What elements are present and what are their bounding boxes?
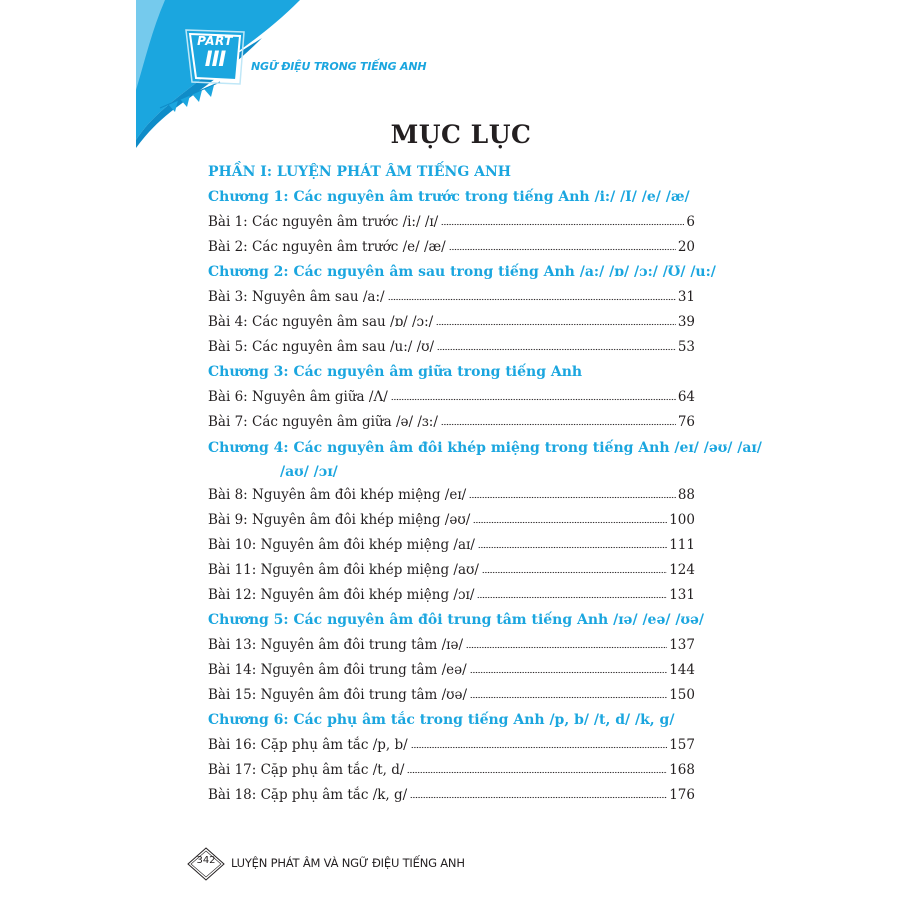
page-number: 176 xyxy=(669,787,695,803)
page-number: 150 xyxy=(669,687,695,703)
chapter-label: Chương 3: Các nguyên âm giữa trong tiếng Anh xyxy=(208,364,583,380)
chapter-6-heading[interactable] xyxy=(208,708,712,732)
lesson-title: Bài 9: Nguyên âm đôi khép miệng /əʊ/ xyxy=(208,512,471,528)
page-number: 137 xyxy=(669,637,695,653)
page-number: 111 xyxy=(669,537,695,553)
dot-leader xyxy=(436,316,676,326)
toc-entry[interactable] xyxy=(208,683,695,707)
toc-entry[interactable] xyxy=(208,558,695,582)
page-number: 39 xyxy=(677,314,695,330)
page-number: 20 xyxy=(677,239,695,255)
footer-page-number: 342 xyxy=(196,855,216,866)
lesson-title: Bài 2: Các nguyên âm trước /e/ /æ/ xyxy=(208,239,446,255)
toc-entry[interactable] xyxy=(208,733,695,757)
dot-leader xyxy=(391,391,676,401)
page-number: 53 xyxy=(677,339,695,355)
lesson-title: Bài 14: Nguyên âm đôi trung tâm /eə/ xyxy=(208,662,467,678)
toc-entry[interactable] xyxy=(208,410,695,434)
chapter-5-heading[interactable] xyxy=(208,608,712,632)
lesson-title: Bài 18: Cặp phụ âm tắc /k, g/ xyxy=(208,787,408,803)
lesson-title: Bài 5: Các nguyên âm sau /u:/ /ʊ/ xyxy=(208,339,435,355)
lesson-title: Bài 1: Các nguyên âm trước /i:/ /ɪ/ xyxy=(208,214,439,230)
toc-entry[interactable] xyxy=(208,633,695,657)
dot-leader xyxy=(470,689,667,699)
chapter-1-heading[interactable] xyxy=(208,185,712,209)
lesson-title: Bài 4: Các nguyên âm sau /ɒ/ /ɔ:/ xyxy=(208,314,434,330)
chapter-label-continuation: /aʊ/ /ɔɪ/ xyxy=(280,464,338,480)
toc-entry[interactable] xyxy=(208,783,695,807)
lesson-title: Bài 10: Nguyên âm đôi khép miệng /aɪ/ xyxy=(208,537,475,553)
toc-entry[interactable] xyxy=(208,658,695,682)
dot-leader xyxy=(441,416,676,426)
toc-entry[interactable] xyxy=(208,533,695,557)
dot-leader xyxy=(478,539,667,549)
lesson-title: Bài 16: Cặp phụ âm tắc /p, b/ xyxy=(208,737,408,753)
dot-leader xyxy=(388,291,676,301)
lesson-title: Bài 15: Nguyên âm đôi trung tâm /ʊə/ xyxy=(208,687,468,703)
toc-entry[interactable] xyxy=(208,335,695,359)
lesson-title: Bài 7: Các nguyên âm giữa /ə/ /ɜ:/ xyxy=(208,414,438,430)
part-badge xyxy=(192,34,238,78)
page-number: 124 xyxy=(669,562,695,578)
page-number: 88 xyxy=(677,487,695,503)
page-number: 144 xyxy=(669,662,695,678)
dot-leader xyxy=(449,241,676,251)
lesson-title: Bài 12: Nguyên âm đôi khép miệng /ɔɪ/ xyxy=(208,587,475,603)
part-word: PART xyxy=(197,34,233,48)
chapter-label: Chương 5: Các nguyên âm đôi trung tâm tiếng Anh /ɪə/ /eə/ /ʊə/ xyxy=(208,612,704,628)
page-number: 168 xyxy=(669,762,695,778)
dot-leader xyxy=(410,789,667,799)
dot-leader xyxy=(482,564,667,574)
chapter-2-heading[interactable] xyxy=(208,260,716,284)
toc-entry[interactable] xyxy=(208,235,695,259)
toc-entry[interactable] xyxy=(208,758,695,782)
page-number: 76 xyxy=(677,414,695,430)
dot-leader xyxy=(477,589,667,599)
dot-leader xyxy=(441,216,684,226)
page-title: MỤC LỤC xyxy=(390,120,532,149)
toc-entry[interactable] xyxy=(208,483,695,507)
dot-leader xyxy=(466,639,667,649)
page-number: 31 xyxy=(677,289,695,305)
toc-entry[interactable] xyxy=(208,385,695,409)
chapter-label: Chương 6: Các phụ âm tắc trong tiếng Anh /p, b/ /t, d/ /k, g/ xyxy=(208,712,675,728)
footer-book-title: LUYỆN PHÁT ÂM VÀ NGỮ ĐIỆU TIẾNG ANH xyxy=(231,856,465,870)
part-heading: PHẦN I: LUYỆN PHÁT ÂM TIẾNG ANH xyxy=(208,164,512,180)
dot-leader xyxy=(407,764,667,774)
toc-entry[interactable] xyxy=(208,310,695,334)
part-number: III xyxy=(204,47,226,71)
page-number: 157 xyxy=(669,737,695,753)
dot-leader xyxy=(437,341,676,351)
toc-entry[interactable] xyxy=(208,285,695,309)
lesson-title: Bài 11: Nguyên âm đôi khép miệng /aʊ/ xyxy=(208,562,479,578)
page-number: 64 xyxy=(677,389,695,405)
lesson-title: Bài 17: Cặp phụ âm tắc /t, d/ xyxy=(208,762,405,778)
lesson-title: Bài 8: Nguyên âm đôi khép miệng /eɪ/ xyxy=(208,487,467,503)
page-number: 131 xyxy=(669,587,695,603)
dot-leader xyxy=(473,514,667,524)
lesson-title: Bài 6: Nguyên âm giữa /Λ/ xyxy=(208,389,388,405)
lesson-title: Bài 13: Nguyên âm đôi trung tâm /ɪə/ xyxy=(208,637,464,653)
toc-entry[interactable] xyxy=(208,210,695,234)
chapter-label: Chương 2: Các nguyên âm sau trong tiếng Anh /a:/ /ɒ/ /ɔ:/ /Ʊ/ /u:/ xyxy=(208,264,716,280)
lesson-title: Bài 3: Nguyên âm sau /a:/ xyxy=(208,289,385,305)
chapter-label: Chương 4: Các nguyên âm đôi khép miệng trong tiếng Anh /eɪ/ /əʊ/ /aɪ/ xyxy=(208,440,762,456)
chapter-label: Chương 1: Các nguyên âm trước trong tiếng Anh /i:/ /I/ /e/ /æ/ xyxy=(208,189,690,205)
page-number: 6 xyxy=(686,214,695,230)
dot-leader xyxy=(411,739,668,749)
toc-entry[interactable] xyxy=(208,508,695,532)
chapter-3-heading[interactable] xyxy=(208,360,712,384)
chapter-4-heading[interactable] xyxy=(208,436,762,484)
dot-leader xyxy=(470,664,668,674)
dot-leader xyxy=(469,489,676,499)
page-number: 100 xyxy=(669,512,695,528)
section-header-title: NGỮ ĐIỆU TRONG TIẾNG ANH xyxy=(251,60,427,73)
toc-entry[interactable] xyxy=(208,583,695,607)
